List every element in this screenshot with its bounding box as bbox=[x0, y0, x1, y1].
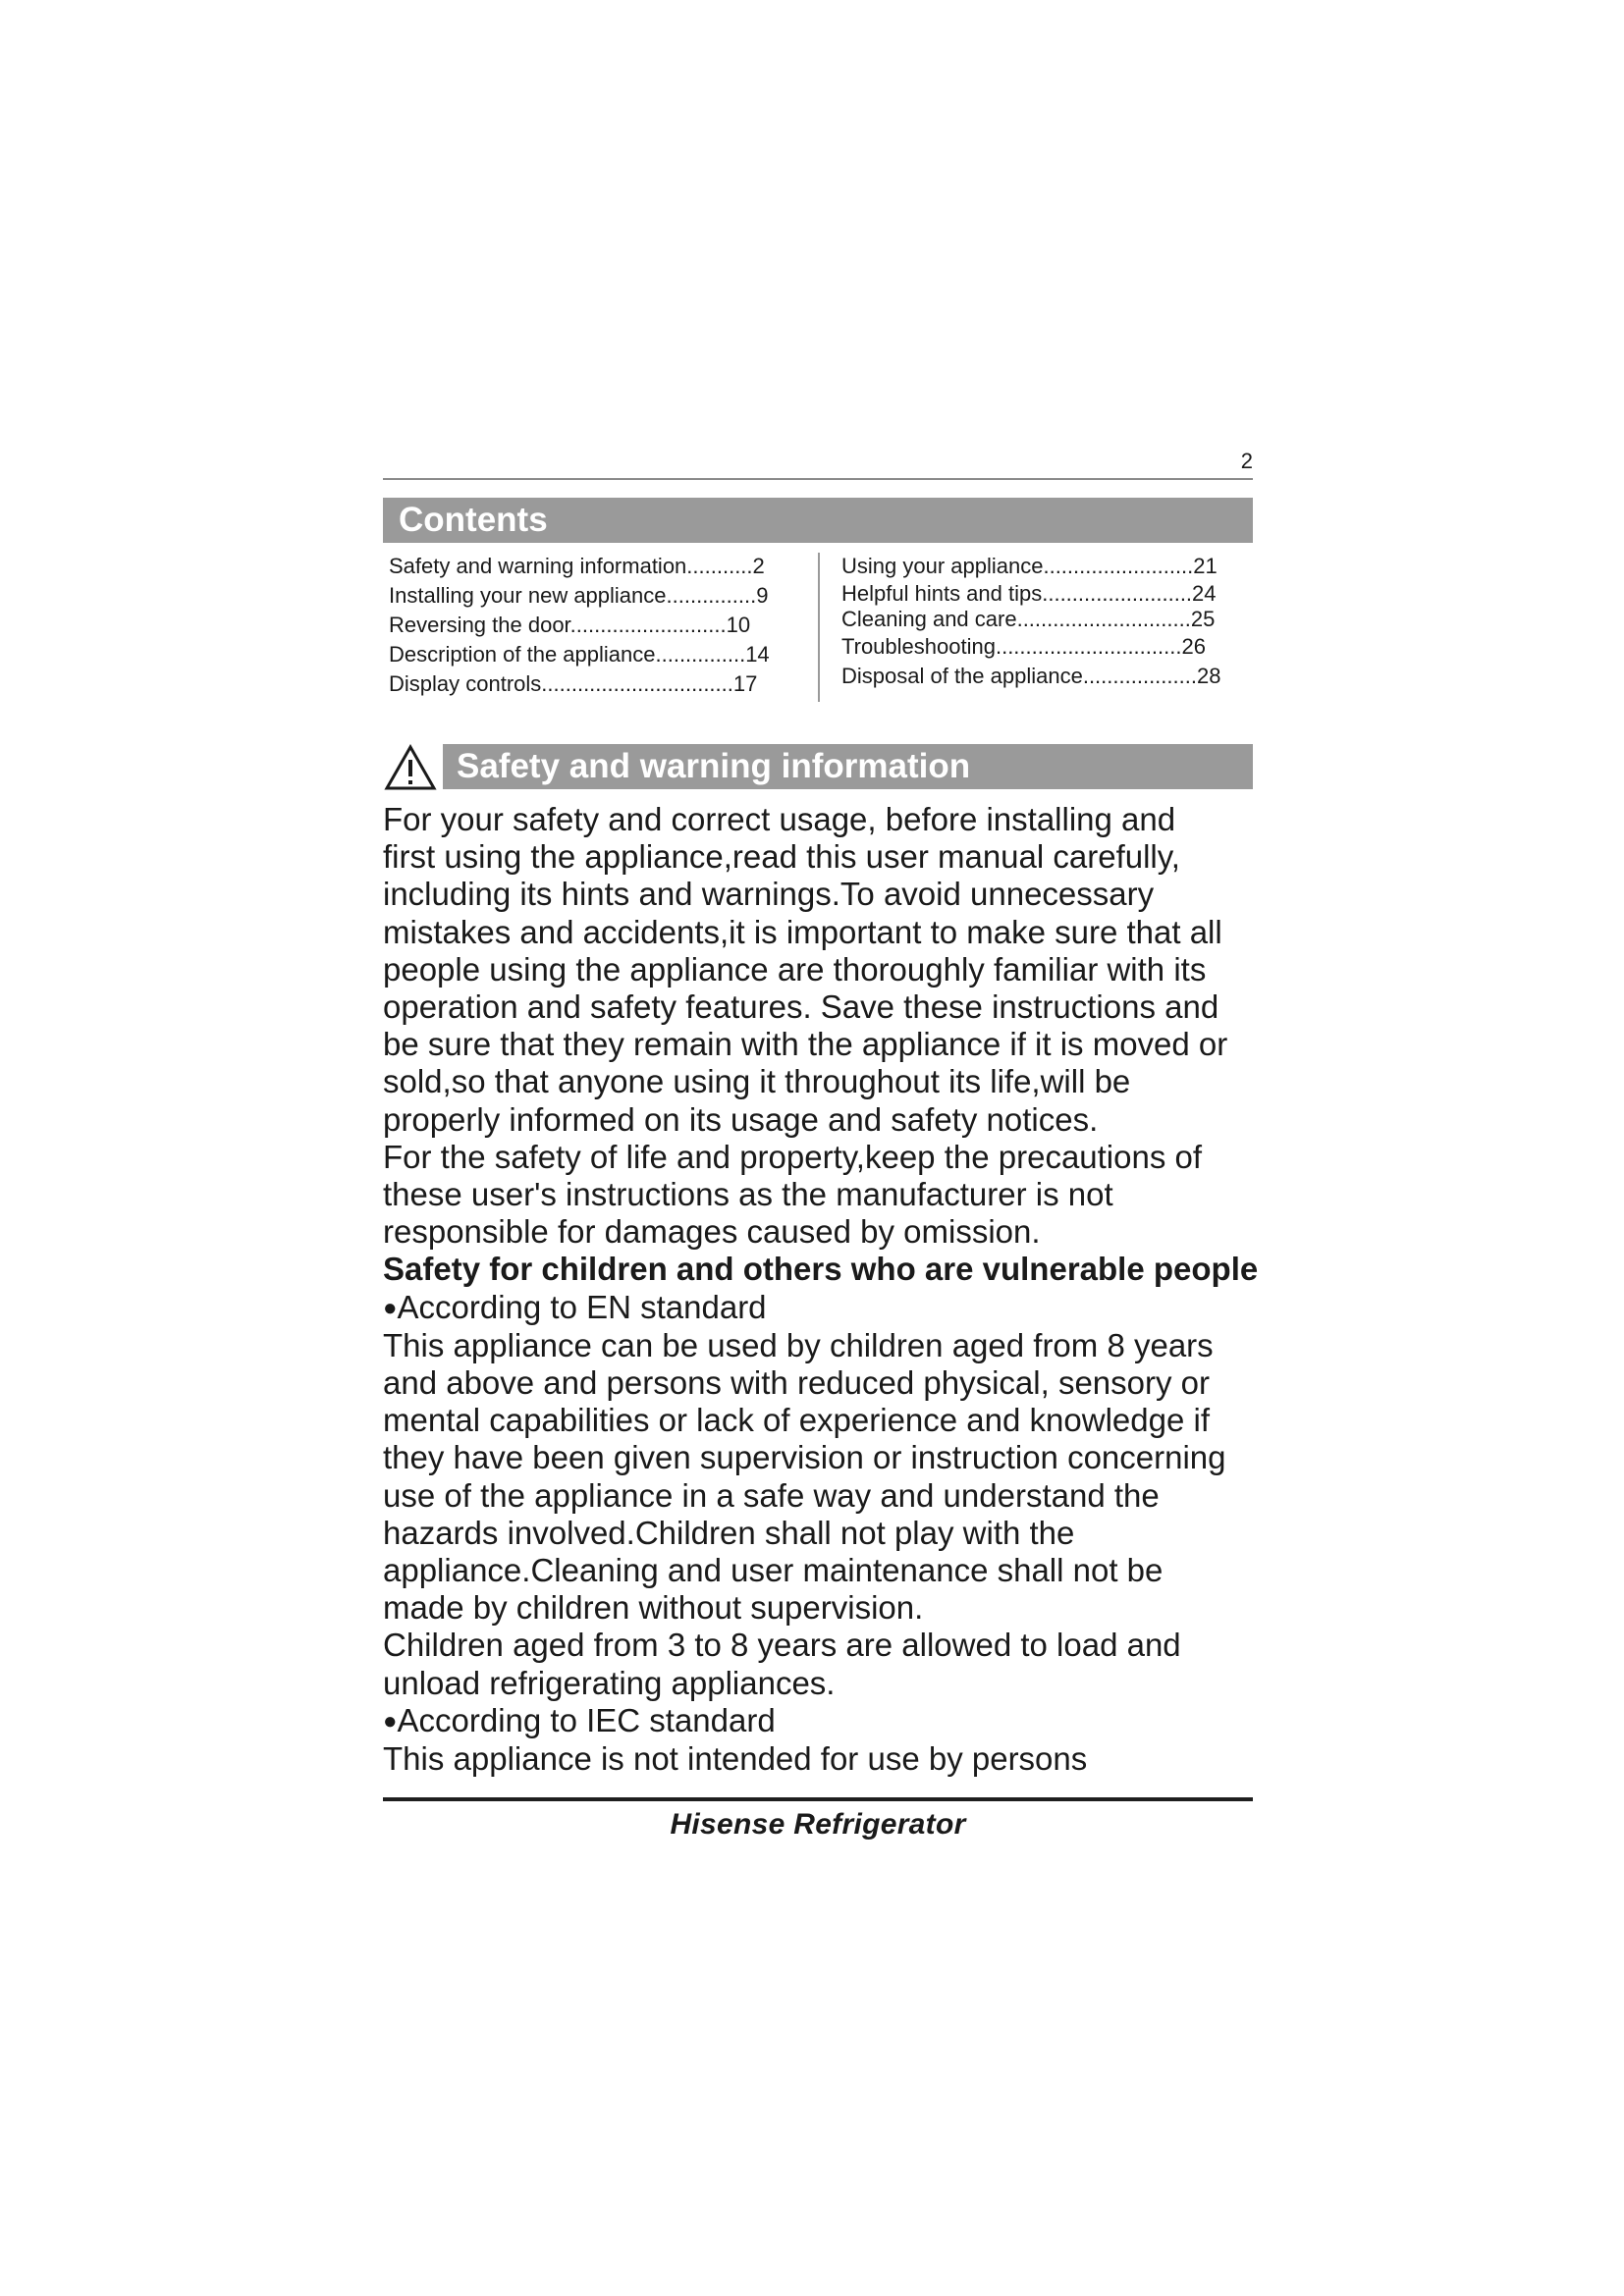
toc-dot-leader: .......................... bbox=[569, 613, 727, 637]
toc-entry-title: Installing your new appliance bbox=[389, 583, 667, 608]
body-line: these user's instructions as the manufacturer is not bbox=[383, 1176, 1113, 1213]
toc-page-number: 26 bbox=[1181, 634, 1206, 659]
body-line: Children aged from 3 to 8 years are allowed to load and bbox=[383, 1627, 1181, 1664]
body-line: operation and safety features. Save these instructions and bbox=[383, 988, 1219, 1026]
safety-body bbox=[383, 801, 1306, 1778]
safety-heading: Safety and warning information bbox=[443, 744, 1253, 789]
body-line: mental capabilities or lack of experience and knowledge if bbox=[383, 1402, 1210, 1439]
bullet-text: According to EN standard bbox=[397, 1288, 767, 1325]
body-line: use of the appliance in a safe way and understand the bbox=[383, 1476, 1160, 1514]
top-rule bbox=[383, 478, 1253, 480]
toc-entry-title: Using your appliance bbox=[841, 554, 1044, 578]
toc-dot-leader: ............... bbox=[655, 642, 746, 667]
bullet-text: According to IEC standard bbox=[397, 1701, 776, 1738]
toc-left-column bbox=[389, 552, 770, 699]
children-safety-heading: Safety for children and others who are vulnerable people bbox=[383, 1251, 1259, 1288]
toc-dot-leader: ............................. bbox=[1016, 607, 1191, 631]
toc-entry-title: Cleaning and care bbox=[841, 607, 1017, 631]
toc-entry[interactable] bbox=[389, 581, 770, 611]
footer-brand: Hisense Refrigerator bbox=[670, 1808, 966, 1841]
toc-entry-title: Description of the appliance bbox=[389, 642, 656, 667]
toc-dot-leader: ............................... bbox=[995, 634, 1182, 659]
toc-entry[interactable] bbox=[841, 552, 1220, 581]
toc-page-number: 24 bbox=[1192, 581, 1217, 606]
toc-entry[interactable] bbox=[389, 640, 770, 669]
body-line: including its hints and warnings.To avoid unnecessary bbox=[383, 876, 1155, 913]
toc-divider bbox=[818, 553, 820, 702]
toc-entry-title: Troubleshooting bbox=[841, 634, 996, 659]
bullet-item bbox=[383, 1702, 1306, 1740]
bullet-icon: ● bbox=[383, 1294, 398, 1321]
body-line: made by children without supervision. bbox=[383, 1589, 924, 1627]
body-line: mistakes and accidents,it is important to make sure that all bbox=[383, 913, 1222, 950]
toc-dot-leader: ................................ bbox=[541, 671, 733, 696]
toc-entry-title: Helpful hints and tips bbox=[841, 581, 1043, 606]
body-line: For the safety of life and property,keep the precautions of bbox=[383, 1138, 1203, 1175]
toc-page-number: 10 bbox=[726, 613, 751, 637]
toc-entry-title: Display controls bbox=[389, 671, 542, 696]
body-line: first using the appliance,read this user manual carefully, bbox=[383, 838, 1180, 876]
toc-entry[interactable] bbox=[841, 632, 1220, 662]
body-line: This appliance can be used by children aged from 8 years bbox=[383, 1326, 1214, 1363]
body-line: people using the appliance are thoroughly familiar with its bbox=[383, 950, 1207, 988]
body-line: they have been given supervision or instruction concerning bbox=[383, 1439, 1226, 1476]
toc-page-number: 17 bbox=[732, 671, 758, 696]
toc-entry[interactable] bbox=[389, 552, 770, 581]
toc-entry[interactable] bbox=[841, 581, 1220, 607]
toc-dot-leader: ......................... bbox=[1043, 554, 1194, 578]
toc-page-number: 14 bbox=[745, 642, 770, 667]
page-number: 2 bbox=[1240, 449, 1253, 473]
toc-dot-leader: ......................... bbox=[1042, 581, 1193, 606]
body-line: sold,so that anyone using it throughout its life,will be bbox=[383, 1063, 1131, 1100]
bullet-item bbox=[383, 1289, 1306, 1327]
body-line: and above and persons with reduced physical, sensory or bbox=[383, 1364, 1210, 1402]
toc-entry[interactable] bbox=[841, 662, 1220, 691]
body-line: appliance.Cleaning and user maintenance shall not be bbox=[383, 1552, 1164, 1589]
toc-entry[interactable] bbox=[389, 669, 770, 699]
toc-entry-title: Disposal of the appliance bbox=[841, 664, 1083, 688]
contents-heading: Contents bbox=[383, 498, 1253, 543]
toc-page-number: 25 bbox=[1190, 607, 1216, 631]
toc-dot-leader: ................... bbox=[1082, 664, 1197, 688]
toc-entry-title: Reversing the door bbox=[389, 613, 570, 637]
bullet-icon: ● bbox=[383, 1707, 398, 1735]
footer-rule bbox=[383, 1797, 1253, 1801]
body-line: This appliance is not intended for use by persons bbox=[383, 1740, 1088, 1778]
body-line: responsible for damages caused by omission. bbox=[383, 1213, 1041, 1251]
body-line: unload refrigerating appliances. bbox=[383, 1664, 836, 1701]
toc-right-column bbox=[841, 552, 1220, 691]
toc-page-number: 21 bbox=[1193, 554, 1218, 578]
warning-triangle-icon bbox=[384, 744, 437, 791]
toc-page-number: 28 bbox=[1196, 664, 1221, 688]
body-line: For your safety and correct usage, before installing and bbox=[383, 801, 1176, 837]
toc-dot-leader: ............... bbox=[666, 583, 757, 608]
body-line: properly informed on its usage and safety notices. bbox=[383, 1100, 1099, 1138]
toc-entry[interactable] bbox=[841, 607, 1220, 632]
toc-entry-title: Safety and warning information bbox=[389, 554, 687, 578]
toc-page-number: 9 bbox=[756, 583, 769, 608]
toc-dot-leader: ........... bbox=[686, 554, 753, 578]
toc-page-number: 2 bbox=[752, 554, 765, 578]
body-line: be sure that they remain with the appliance if it is moved or bbox=[383, 1026, 1228, 1063]
toc-entry[interactable] bbox=[389, 611, 770, 640]
body-line: hazards involved.Children shall not play with the bbox=[383, 1514, 1075, 1551]
